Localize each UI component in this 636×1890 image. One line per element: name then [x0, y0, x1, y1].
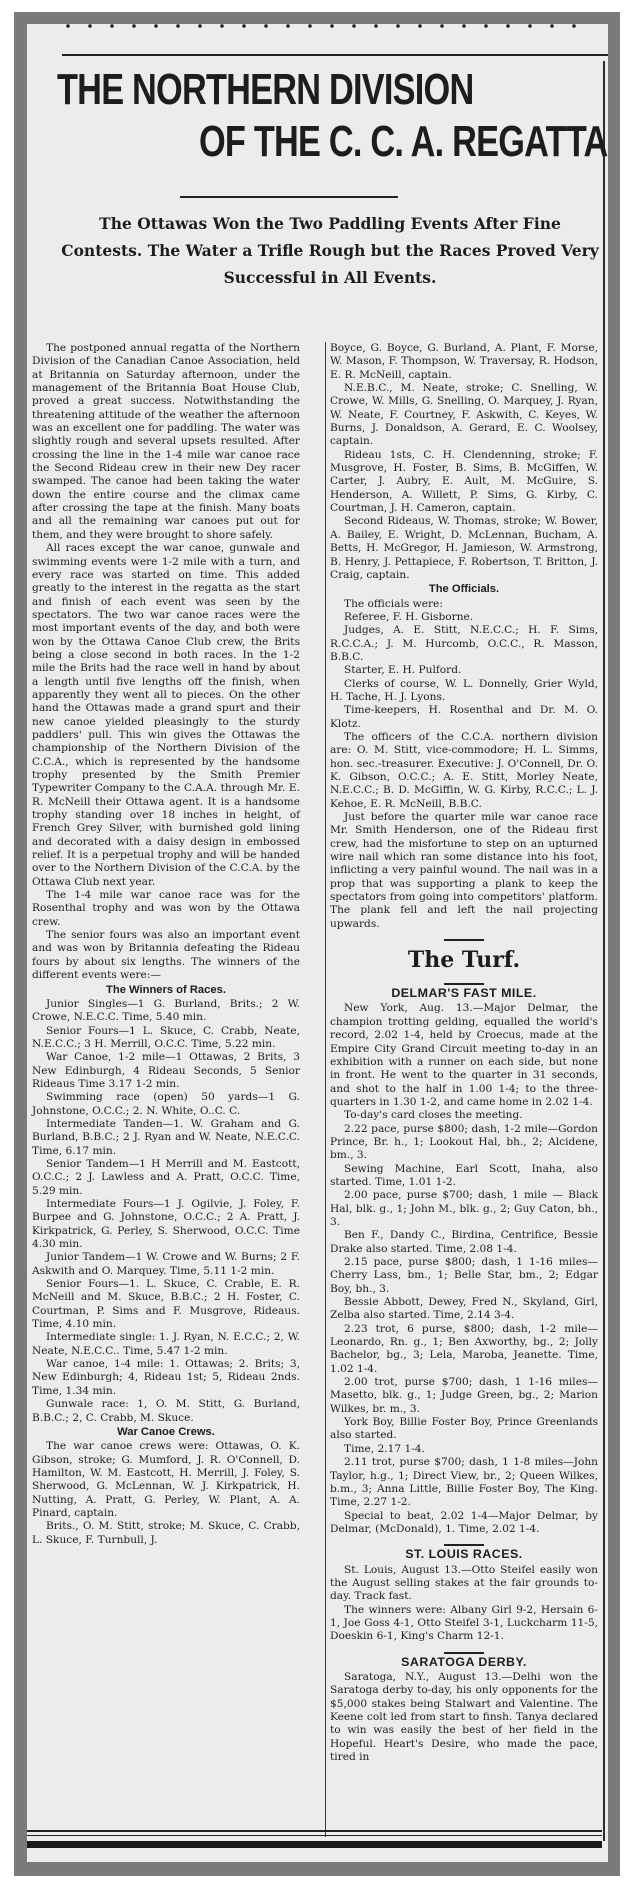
officials-item: The officers of the C.C.A. northern division are: O. M. Stitt, vice-commodore; H. L. Simms, hon. sec.-treasurer. Executive: J. O'Connell, Dr. O. K. Gibson, O.C.C.; A. E. Stitt, Morley Neate, N.E.C.C.; B. D. McGiffin, W. G. Kirby, R.C.C.; L. J. Kehoe, E. R. McNeill, B.B.C. — [330, 730, 598, 810]
officials-item: Judges, A. E. Stitt, N.E.C.C.; H. F. Sims, R.C.C.A.; J. M. Hurcomb, O.C.C., R. Masson, B.B.C. — [330, 624, 598, 663]
bottom-bar — [27, 1841, 602, 1848]
article-paragraph: The 1-4 mile war canoe race was for the Rosenthal trophy and was won by the Ottawa crew. — [32, 889, 300, 928]
officials-item: Clerks of course, W. L. Donnelly, Grier Wyld, H. Tache, H. J. Lyons. — [330, 677, 598, 703]
story-heading-st-louis: ST. LOUIS RACES. — [405, 1547, 523, 1562]
crew-paragraph: N.E.B.C., M. Neate, stroke; C. Snelling, W. Crowe, W. Mills, G. Snelling, O. Marquey, J. Ryan, W. Neate, F. Courtney, F. Askwith, C. Keyes, W. Burns, J. Donaldson, A. Gerard, E. C. Woolsey, captain. — [330, 382, 598, 448]
story-paragraph: York Boy, Billie Foster Boy, Prince Greenlands also started. — [330, 1416, 598, 1442]
headline-rule — [180, 196, 398, 198]
story-paragraph: Saratoga, N.Y., August 13.—Delhi won the Saratoga derby to-day, his only opponents for the $5,000 stakes being Stalwart and Valentine. The Keene colt led from start to finsh. Tanya declared to win was easily the best of her field in the Hopeful. Heart's Desire, who made the pace, tired in — [330, 1670, 598, 1764]
article-paragraph: The senior fours was also an important event and was won by Britannia defeating the Rideau fours by about six lengths. The winners of the different events were:— — [32, 929, 300, 982]
section-rule — [444, 939, 484, 941]
section-heading-officials: The Officials. — [428, 583, 500, 596]
bottom-rule — [27, 1835, 602, 1836]
officials-item: Just before the quarter mile war canoe race Mr. Smith Henderson, one of the Rideau first crew, had the misfortune to step on an upturned wire nail which ran some distance into his foot, inflicting a very painful wound. The nail was in a prop that was supporting a plank to keep the spectators from going into competitors' platform. The plank fell and left the nail projecting upwards. — [330, 811, 598, 930]
result-item: Intermediate Tanden—1. W. Graham and G. Burland, B.B.C.; 2 J. Ryan and W. Neate, N.E.C.C. Time, 6.17 min. — [32, 1117, 300, 1157]
story-paragraph: Ben F., Dandy C., Birdina, Centrifice, Bessie Drake also started. Time, 2.08 1-4. — [330, 1229, 598, 1255]
officials-item: Time-keepers, H. Rosenthal and Dr. M. O. Klotz. — [330, 704, 598, 730]
result-item: Intermediate single: 1. J. Ryan, N. E.C.C.; 2, W. Neate, N.E.C.C.. Time, 5.47 1-2 min. — [32, 1331, 300, 1357]
section-rule — [444, 983, 484, 985]
officials-item: The officials were: — [344, 597, 443, 610]
right-column-rule — [603, 61, 605, 1841]
story-paragraph: New York, Aug. 13.—Major Delmar, the champion trotting gelding, equalled the world's record, 2.02 1-4, held by Croecus, made at the Empire City Grand Circuit meeting to-day in an exhibition with a runner on each side, but none in front. He went to the quarter in 31 seconds, and shot to the half in 1.00 1-4; to the three- quarters in 1.30 1-2, and came home in 2.02 1-4. — [330, 1002, 598, 1108]
story-paragraph: 2.15 pace, purse $800; dash, 1 1-16 miles—Cherry Lass, bm., 1; Belle Star, bm., 2; Edgar Boy, bh., 3. — [330, 1256, 598, 1295]
story-paragraph: Bessie Abbott, Dewey, Fred N., Skyland, Girl, Zelba also started. Time, 2.14 3-4. — [330, 1296, 598, 1322]
story-paragraph: Sewing Machine, Earl Scott, Inaha, also started. Time, 1.01 1-2. — [330, 1162, 598, 1188]
crew-paragraph: Brits., O. M. Stitt, stroke; M. Skuce, C. Crabb, L. Skuce, F. Turnbull, J. — [32, 1520, 300, 1546]
section-heading-turf: The Turf. — [407, 947, 521, 974]
story-paragraph: 2.23 trot, 6 purse, $800; dash, 1-2 mile—Leonardo, Rn. g., 1; Ben Axworthy, bg., 2; Jolly Bachelor, bg., 3; Lela, Maroba, Jeanette. Time, 1.02 1-4. — [330, 1322, 598, 1375]
result-item: Senior Fours—1. L. Skuce, C. Crable, E. R. McNeill and M. Skuce, B.B.C.; 2 H. Foster, C. Courtman, P. Sims and F. Musgrove, Rideaus. Time, 4.10 min. — [32, 1278, 300, 1331]
story-heading-delmar: DELMAR'S FAST MILE. — [391, 986, 537, 1001]
story-paragraph: Time, 2.17 1-4. — [344, 1442, 425, 1455]
story-paragraph: Special to beat, 2.02 1-4—Major Delmar, by Delmar, (McDonald), 1. Time, 2.02 1-4. — [330, 1509, 598, 1535]
story-paragraph: 2.22 pace, purse $800; dash, 1-2 mile—Gordon Prince, Br. h., 1; Lookout Hal, bh., 2; Alcidene, bm., 3. — [330, 1122, 598, 1162]
story-paragraph: 2.00 trot, purse $700; dash, 1 1-16 miles—Masetto, blk. g., 1; Judge Green, bg., 2; Marion Wilkes, br. m., 3. — [330, 1376, 598, 1415]
column-divider — [325, 342, 326, 1837]
article-paragraph: All races except the war canoe, gunwale and swimming events were 1-2 mile with a turn, and every race was started on time. This added greatly to the interest in the regatta as the start and finish of each event was seen by the spectators. The two war canoe races were the most important events of the day, and both were won by the Ottawa Canoe Club crew, the Brits being a close second in both races. In the 1-2 mile the Brits had the race well in hand by about a length until five lengths off the finish, when apparently they went all to pieces. On the other hand the Ottawas made a grand spurt and their new canoe yielded pleasingly to the sturdy paddlers' pull. This win gives the Ottawas the championship of the Northern Division of the C.C.A., which is represented by the handsome trophy presented by the Smith Premier Typewriter Company to the C.A.A. through Mr. E. R. McNeill their Ottawa agent. It is a handsome trophy standing over 18 inches in height, of French Grey Silver, with burnished gold lining and decorated with a daisy design in embossed relief. It is a perpetual trophy and will be handed over to the Northern Division of the C.C.A. by the Ottawa Club next year. — [32, 542, 300, 888]
result-item: Swimming race (open) 50 yards—1 G. Johnstone, O.C.C.; 2. N. White, O..C. C. — [32, 1091, 300, 1117]
result-item: Senior Fours—1 L. Skuce, C. Crabb, Neate, N.E.C.C.; 3 H. Merrill, O.C.C. Time, 5.22 min. — [32, 1024, 300, 1050]
crew-paragraph: Boyce, G. Boyce, G. Burland, A. Plant, F. Morse, W. Mason, F. Thompson, W. Traversay, R. Hodson, E. R. McNeill, captain. — [330, 342, 598, 381]
result-item: Senior Tandem—1 H Merrill and M. Eastcott, O.C.C.; 2 J. Lawless and A. Pratt, O.C.C. Time, 5.29 min. — [32, 1157, 300, 1197]
story-paragraph: The winners were: Albany Girl 9-2, Hersain 6-1, Joe Goss 4-1, Otto Steifel 3-1, Luckcharm 11-5, Doeskin 6-1, King's Charm 12-1. — [330, 1603, 598, 1643]
newspaper-clipping — [27, 24, 608, 1862]
crew-paragraph: Second Rideaus, W. Thomas, stroke; W. Bower, A. Bailey, E. Wright, D. McLennan, Bucham, A. Betts, H. McGregor, H. Jamieson, W. Armstrong, B. Henry, J. Pettapiece, F. Robertson, T. Britton, J. Craig, captain. — [330, 515, 598, 581]
section-heading-crews: War Canoe Crews. — [117, 1425, 215, 1438]
subheadline: The Ottawas Won the Two Paddling Events After Fine Contests. The Water a Trifle Rough but the Races Proved Very Successful in All Events. — [61, 214, 599, 287]
top-rule — [62, 54, 608, 56]
result-item: Junior Tandem—1 W. Crowe and W. Burns; 2 F. Askwith and O. Marquey. Time, 5.11 1-2 min. — [32, 1251, 300, 1277]
story-heading-saratoga: SARATOGA DERBY. — [401, 1654, 527, 1669]
result-item: War canoe, 1-4 mile: 1. Ottawas; 2. Brits; 3, New Edinburgh; 4, Rideau 1st; 5, Rideau 2nds. Time, 1.34 min. — [32, 1358, 300, 1397]
story-paragraph: 2.00 pace, purse $700; dash, 1 mile — Black Hal, blk. g., 1; John M., blk. g., 2; Guy Caton, bh., 3. — [330, 1189, 598, 1228]
article-paragraph: The postponed annual regatta of the Northern Division of the Canadian Canoe Association, held at Britannia on Saturday afternoon, under the management of the Britannia Boat House Club, proved a great success. Notwithstanding the threatening attitude of the weather the afternoon was an excellent one for paddling. The water was slightly rough and several upsets resulted. After crossing the line in the 1-4 mile war canoe race the Second Rideau crew in their new Dey racer swamped. The canoe had been taking the water down the entire course and the climax came after crossing the tape at the finish. Many boats and all the remaining war canoes put out for them, and they were brought to shore safely. — [32, 342, 300, 541]
crew-paragraph: Rideau 1sts, C. H. Clendenning, stroke; F. Musgrove, H. Foster, B. Sims, B. McGiffen, W. Carter, J. Aubry, E. Ault, M. McGuire, S. Henderson, A. Willett, P. Sims, G. Kirby, C. Courtman, J. H. Cameron, captain. — [330, 448, 598, 515]
result-item: Intermediate Fours—1 J. Ogilvie, J. Foley, F. Burpee and G. Johnstone, O.C.C.; 2 A. Pratt, J. Kirkpatrick, G. Perley, S. Sherwood, O.C.C. Time 4.30 min. — [32, 1198, 300, 1251]
headline — [57, 64, 608, 168]
headline-line-1: THE NORTHERN DIVISION — [57, 65, 474, 114]
section-rule — [444, 1544, 484, 1546]
section-heading-winners: The Winners of Races. — [106, 983, 226, 996]
result-item: Junior Singles—1 G. Burland, Brits.; 2 W. Crowe, N.E.C.C. Time, 5.40 min. — [32, 997, 300, 1024]
officials-item: Referee, F. H. Gisborne. — [344, 610, 474, 623]
result-item: War Canoe, 1-2 mile—1 Ottawas, 2 Brits, 3 New Edinburgh, 4 Rideau Seconds, 5 Senior Rideaus Time 3.17 1-2 min. — [32, 1051, 300, 1090]
officials-item: Starter, E. H. Pulford. — [344, 664, 462, 677]
cutoff-text-above — [57, 24, 577, 30]
crew-paragraph: The war canoe crews were: Ottawas, O. K. Gibson, stroke; G. Mumford, J. R. O'Connell, D. Hamilton, W. M. Eastcott, H. Merrill, J. Foley, S. Sherwood, G. McLennan, W. J. Kirkpatrick, H. Nutting, A. Pratt, G. Perley, W. Plant, A. A. Pinard, captain. — [32, 1440, 300, 1519]
story-paragraph: St. Louis, August 13.—Otto Steifel easily won the August selling stakes at the fair grounds to-day. Track fast. — [330, 1563, 598, 1603]
left-column — [32, 342, 300, 1547]
section-rule — [444, 1652, 484, 1654]
headline-line-2: OF THE C. C. A. REGATTA — [198, 117, 608, 166]
bottom-rule — [27, 1830, 602, 1832]
right-column — [330, 342, 598, 1764]
story-paragraph: 2.11 trot, purse $700; dash, 1 1-8 miles—John Taylor, h.g., 1; Direct View, br., 2; Queen Wilkes, b.m., 3; Anna Little, Billie Foster Boy, The King. Time, 2.27 1-2. — [330, 1456, 598, 1509]
result-item: Gunwale race: 1, O. M. Stitt, G. Burland, B.B.C.; 2, C. Crabb, M. Skuce. — [32, 1398, 300, 1424]
story-paragraph: To-day's card closes the meeting. — [344, 1109, 523, 1122]
